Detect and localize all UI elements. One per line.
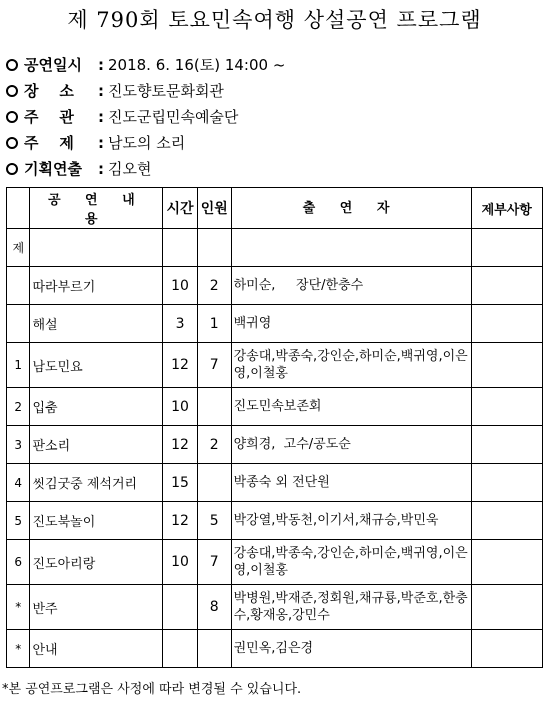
cell-performers: 권민옥,김은경 — [231, 630, 471, 668]
table-row — [7, 502, 543, 540]
cell-no — [7, 305, 30, 343]
cell-time — [163, 229, 198, 267]
cell-program: 해설 — [30, 305, 163, 343]
cell-time: 12 — [163, 426, 198, 464]
cell-notes — [471, 267, 543, 305]
info-label: 기획연출 — [24, 160, 82, 178]
cell-program: 판소리 — [30, 426, 163, 464]
header-notes: 제부사항 — [471, 188, 543, 229]
cell-performers: 진도민속보존회 — [231, 388, 471, 426]
cell-notes — [471, 388, 543, 426]
circle-bullet-icon — [6, 85, 18, 97]
cell-people: 7 — [197, 343, 231, 388]
cell-notes — [471, 502, 543, 540]
cell-notes — [471, 229, 543, 267]
cell-program: 따라부르기 — [30, 267, 163, 305]
cell-notes — [471, 464, 543, 502]
cell-time: 12 — [163, 502, 198, 540]
cell-time — [163, 630, 198, 668]
cell-program: 입춤 — [30, 388, 163, 426]
cell-no: 4 — [7, 464, 30, 502]
cell-time: 15 — [163, 464, 198, 502]
cell-notes — [471, 426, 543, 464]
cell-time: 12 — [163, 343, 198, 388]
footer-note: *본 공연프로그램은 사정에 따라 변경될 수 있습니다. — [2, 682, 302, 697]
cell-no: 제 — [7, 229, 30, 267]
info-value: 2018. 6. 16(토) 14:00 ~ — [108, 56, 286, 74]
cell-program: 남도민요 — [30, 343, 163, 388]
header-people: 인원 — [197, 188, 231, 229]
cell-program: 진도아리랑 — [30, 540, 163, 585]
cell-people: 2 — [197, 426, 231, 464]
info-value: 남도의 소리 — [108, 134, 186, 152]
cell-program: 씻김굿중 제석거리 — [30, 464, 163, 502]
cell-no: 1 — [7, 343, 30, 388]
cell-notes — [471, 343, 543, 388]
table-row — [7, 540, 543, 585]
cell-no: 3 — [7, 426, 30, 464]
cell-no: 2 — [7, 388, 30, 426]
info-venue: 장 소 : 진도향토문화회관 — [6, 80, 224, 101]
info-value: 김오현 — [108, 160, 152, 178]
cell-time — [163, 585, 198, 630]
cell-people: 8 — [197, 585, 231, 630]
program-table — [6, 187, 543, 668]
table-row — [7, 305, 543, 343]
table-header-row — [7, 188, 543, 229]
cell-people: 5 — [197, 502, 231, 540]
cell-people — [197, 229, 231, 267]
cell-time: 10 — [163, 267, 198, 305]
cell-performers: 하미순, 장단/한충수 — [231, 267, 471, 305]
table-row — [7, 388, 543, 426]
cell-notes — [471, 305, 543, 343]
info-date: 공연일시 : 2018. 6. 16(토) 14:00 ~ — [6, 54, 285, 75]
table-row — [7, 267, 543, 305]
info-director: 기획연출 : 김오현 — [6, 158, 151, 179]
info-label: 장 소 — [24, 82, 74, 100]
cell-time: 10 — [163, 540, 198, 585]
cell-people — [197, 630, 231, 668]
cell-program: 안내 — [30, 630, 163, 668]
info-value: 진도향토문화회관 — [108, 82, 224, 100]
cell-people — [197, 464, 231, 502]
cell-performers: 강송대,박종숙,강인순,하미순,백귀영,이은영,이철홍 — [231, 343, 471, 388]
cell-no — [7, 267, 30, 305]
cell-no: * — [7, 585, 30, 630]
circle-bullet-icon — [6, 163, 18, 175]
info-label: 주 제 — [24, 134, 74, 152]
cell-no: 5 — [7, 502, 30, 540]
cell-notes — [471, 585, 543, 630]
cell-program: 반주 — [30, 585, 163, 630]
info-label: 주 관 — [24, 108, 74, 126]
table-row — [7, 343, 543, 388]
info-organizer: 주 관 : 진도군립민속예술단 — [6, 106, 238, 127]
table-row — [7, 229, 543, 267]
cell-performers: 강송대,박종숙,강인순,하미순,백귀영,이은영,이철홍 — [231, 540, 471, 585]
table-row — [7, 630, 543, 668]
info-value: 진도군립민속예술단 — [108, 108, 239, 126]
cell-time: 3 — [163, 305, 198, 343]
circle-bullet-icon — [6, 137, 18, 149]
table-row — [7, 426, 543, 464]
cell-program — [30, 229, 163, 267]
info-label: 공연일시 — [24, 56, 82, 74]
cell-performers: 백귀영 — [231, 305, 471, 343]
cell-people: 1 — [197, 305, 231, 343]
cell-time: 10 — [163, 388, 198, 426]
circle-bullet-icon — [6, 111, 18, 123]
header-no — [7, 188, 30, 229]
cell-program: 진도북놀이 — [30, 502, 163, 540]
cell-performers: 박종숙 외 전단원 — [231, 464, 471, 502]
cell-performers — [231, 229, 471, 267]
cell-no: 6 — [7, 540, 30, 585]
page-title: 제 790회 토요민속여행 상설공연 프로그램 — [67, 8, 482, 32]
cell-notes — [471, 540, 543, 585]
cell-performers: 양희경, 고수/공도순 — [231, 426, 471, 464]
cell-no: * — [7, 630, 30, 668]
cell-people: 7 — [197, 540, 231, 585]
cell-performers: 박강열,박동천,이기서,채규승,박민욱 — [231, 502, 471, 540]
header-program: 공 연 내 용 — [30, 188, 163, 229]
table-row — [7, 585, 543, 630]
cell-people: 2 — [197, 267, 231, 305]
header-performers: 출 연 자 — [231, 188, 471, 229]
cell-notes — [471, 630, 543, 668]
cell-people — [197, 388, 231, 426]
header-time: 시간 — [163, 188, 198, 229]
circle-bullet-icon — [6, 59, 18, 71]
cell-performers: 박병원,박재준,정회원,채규룡,박준호,한충수,황재옹,강민수 — [231, 585, 471, 630]
info-theme: 주 제 : 남도의 소리 — [6, 132, 185, 153]
table-row — [7, 464, 543, 502]
